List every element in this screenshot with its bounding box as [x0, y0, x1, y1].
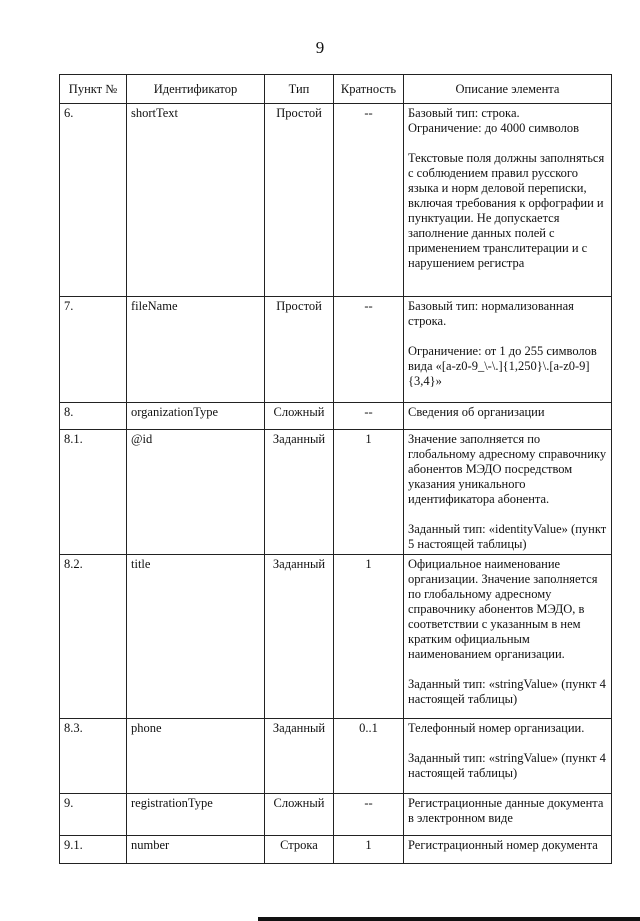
header-description: Описание элемента: [404, 75, 612, 104]
description-paragraph: Регистрационный номер документа: [408, 838, 598, 852]
table-row: [60, 836, 612, 864]
description-paragraph: Заданный тип: «stringValue» (пункт 4 настоящей таблицы): [408, 751, 606, 780]
cell-type: Заданный: [265, 719, 334, 794]
table-row: [60, 403, 612, 430]
table-row: [60, 794, 612, 836]
cell-identifier: title: [127, 555, 265, 719]
table-header-row: [60, 75, 612, 104]
cell-type: Строка: [265, 836, 334, 864]
element-spec-table: [59, 74, 612, 864]
cell-item-number: 8.1.: [60, 430, 127, 555]
cell-description: [404, 836, 612, 864]
cell-identifier: organizationType: [127, 403, 265, 430]
cell-item-number: 8.3.: [60, 719, 127, 794]
cell-item-number: 9.: [60, 794, 127, 836]
cell-identifier: phone: [127, 719, 265, 794]
cell-type: Сложный: [265, 403, 334, 430]
description-paragraph: Значение заполняется по глобальному адресному справочнику абонентов МЭДО посредством указания уникального идентификатора абонента.: [408, 432, 607, 506]
cell-type: Заданный: [265, 430, 334, 555]
cell-description: [404, 104, 612, 297]
cell-cardinality: 1: [334, 555, 404, 719]
header-type: Тип: [265, 75, 334, 104]
cell-description: [404, 403, 612, 430]
header-identifier: Идентификатор: [127, 75, 265, 104]
cell-cardinality: --: [334, 297, 404, 403]
description-paragraph: Официальное наименование организации. Значение заполняется по глобальному адресному справочнику абонентов МЭДО, в соответствии с указанным в нем кратким официальным наименованием организации.: [408, 557, 598, 661]
description-paragraph: Базовый тип: строка. Ограничение: до 4000 символов: [408, 106, 579, 135]
cell-type: Простой: [265, 104, 334, 297]
table-row: [60, 430, 612, 555]
description-paragraph: Телефонный номер организации.: [408, 721, 585, 735]
cell-identifier: shortText: [127, 104, 265, 297]
table-row: [60, 719, 612, 794]
cell-description: [404, 555, 612, 719]
cell-description: [404, 719, 612, 794]
cell-description: [404, 297, 612, 403]
cell-cardinality: 1: [334, 836, 404, 864]
cell-item-number: 7.: [60, 297, 127, 403]
table-row: [60, 555, 612, 719]
description-paragraph: Ограничение: от 1 до 255 символов вида «[a-z0-9_\-\.]{1,250}\.[a-z0-9]{3,4}»: [408, 344, 597, 388]
description-paragraph: Заданный тип: «identityValue» (пункт 5 настоящей таблицы): [408, 522, 607, 551]
cell-cardinality: --: [334, 794, 404, 836]
cell-item-number: 9.1.: [60, 836, 127, 864]
cell-type: Простой: [265, 297, 334, 403]
cell-cardinality: 1: [334, 430, 404, 555]
table-row: [60, 104, 612, 297]
description-paragraph: Текстовые поля должны заполняться с соблюдением правил русского языка и норм деловой переписки, включая требования к орфографии и пунктуации. Не допускается заполнение данных полей с применением транслитерации и с нарушением регистра: [408, 151, 605, 270]
cell-item-number: 6.: [60, 104, 127, 297]
scan-bottom-edge: [258, 917, 640, 921]
cell-description: [404, 430, 612, 555]
cell-item-number: 8.: [60, 403, 127, 430]
description-paragraph: Сведения об организации: [408, 405, 545, 419]
description-paragraph: Регистрационные данные документа в электронном виде: [408, 796, 604, 825]
cell-item-number: 8.2.: [60, 555, 127, 719]
cell-cardinality: --: [334, 104, 404, 297]
cell-identifier: number: [127, 836, 265, 864]
page-number: 9: [315, 38, 325, 57]
cell-identifier: @id: [127, 430, 265, 555]
header-item-number: Пункт №: [60, 75, 127, 104]
header-cardinality: Кратность: [334, 75, 404, 104]
cell-cardinality: --: [334, 403, 404, 430]
cell-description: [404, 794, 612, 836]
cell-type: Сложный: [265, 794, 334, 836]
table-row: [60, 297, 612, 403]
cell-type: Заданный: [265, 555, 334, 719]
cell-identifier: fileName: [127, 297, 265, 403]
description-paragraph: Базовый тип: нормализованная строка.: [408, 299, 574, 328]
description-paragraph: Заданный тип: «stringValue» (пункт 4 настоящей таблицы): [408, 677, 606, 706]
cell-identifier: registrationType: [127, 794, 265, 836]
cell-cardinality: 0..1: [334, 719, 404, 794]
